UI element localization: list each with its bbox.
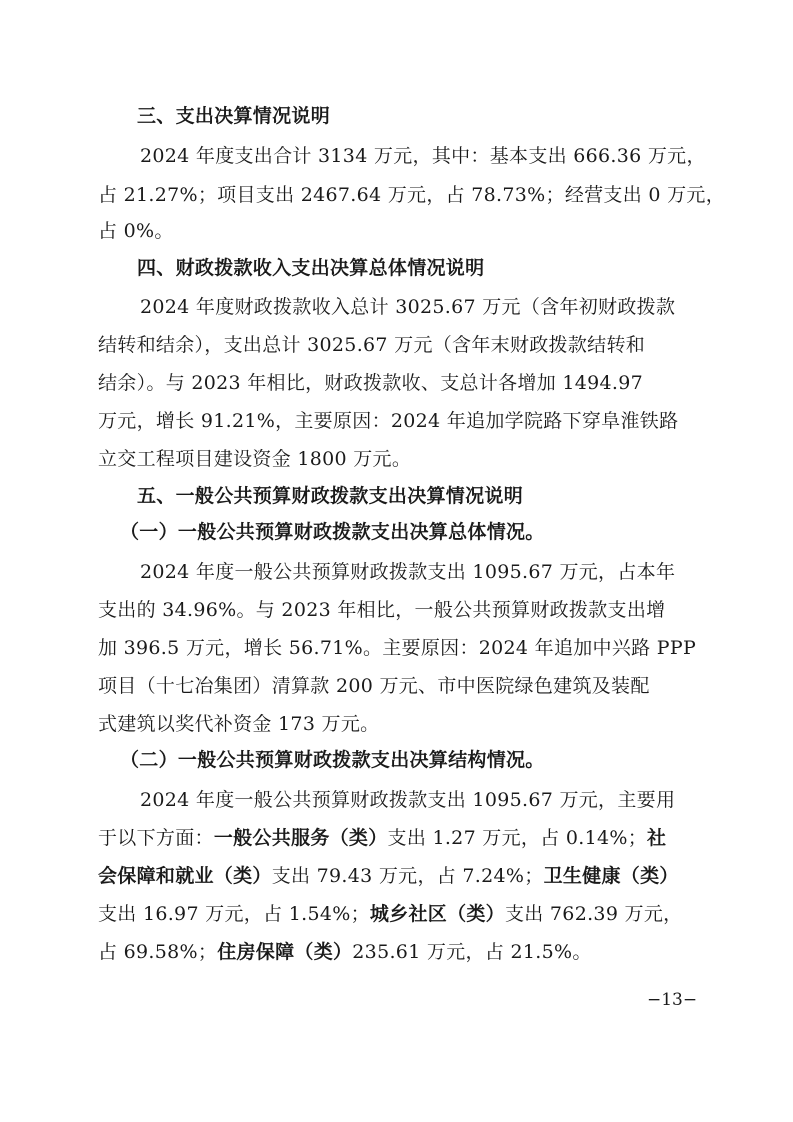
paragraph-line: 占 0%。 — [98, 220, 174, 242]
paragraph-line: 结余）。与 2023 年相比，财政拨款收、支总计各增加 1494.97 — [98, 372, 644, 394]
paragraph-line: 2024 年度财政拨款收入总计 3025.67 万元（含年初财政拨款 — [140, 296, 676, 318]
text-run: 支出 16.97 万元，占 1.54%； — [98, 903, 370, 925]
section-heading-5: 五、一般公共预算财政拨款支出决算情况说明 — [137, 485, 524, 507]
paragraph-line — [98, 940, 592, 964]
text-run: 235.61 万元，占 21.5%。 — [352, 941, 592, 963]
category-label: 城乡社区（类） — [369, 903, 505, 925]
text-run: 支出 79.43 万元，占 7.24%； — [271, 865, 544, 887]
subsection-heading-2: （二）一般公共预算财政拨款支出决算结构情况。 — [120, 749, 545, 771]
subsection-heading-1: （一）一般公共预算财政拨款支出决算总体情况。 — [120, 521, 545, 543]
paragraph-line: 占 21.27%；项目支出 2467.64 万元，占 78.73%；经营支出 0 万元， — [98, 184, 725, 206]
paragraph-line — [98, 864, 679, 888]
paragraph-line: 项目（十七冶集团）清算款 200 万元、市中医院绿色建筑及装配 — [98, 675, 650, 697]
paragraph-line — [98, 826, 666, 850]
category-label: 一般公共服务（类） — [213, 827, 388, 849]
paragraph-line: 加 396.5 万元，增长 56.71%。主要原因：2024 年追加中兴路 PPP — [98, 637, 697, 659]
text-run: 于以下方面： — [98, 827, 214, 849]
paragraph-line: 立交工程项目建设资金 1800 万元。 — [98, 448, 412, 470]
text-run: 支出 1.27 万元，占 0.14%； — [387, 827, 647, 849]
paragraph-line: 2024 年度一般公共预算财政拨款支出 1095.67 万元，主要用 — [140, 789, 676, 811]
category-label: 社 — [647, 827, 667, 849]
paragraph-line: 2024 年度一般公共预算财政拨款支出 1095.67 万元，占本年 — [140, 561, 676, 583]
section-heading-4: 四、财政拨款收入支出决算总体情况说明 — [137, 257, 485, 279]
paragraph-line: 式建筑以奖代补资金 173 万元。 — [98, 713, 380, 735]
paragraph-line: 万元，增长 91.21%，主要原因：2024 年追加学院路下穿阜淮铁路 — [98, 410, 679, 432]
category-label: 卫生健康（类） — [543, 865, 679, 887]
text-run: 占 69.58%； — [98, 941, 218, 963]
category-label: 住房保障（类） — [217, 941, 353, 963]
page-number: −13− — [647, 990, 698, 1010]
paragraph-line: 2024 年度支出合计 3134 万元，其中：基本支出 666.36 万元， — [140, 145, 706, 167]
section-heading-3: 三、支出决算情况说明 — [137, 105, 331, 127]
paragraph-line — [98, 902, 682, 926]
paragraph-line: 支出的 34.96%。与 2023 年相比，一般公共预算财政拨款支出增 — [98, 599, 666, 621]
paragraph-line: 结转和结余），支出总计 3025.67 万元（含年末财政拨款结转和 — [98, 334, 646, 356]
category-label: 会保障和就业（类） — [98, 865, 272, 887]
text-run: 支出 762.39 万元， — [504, 903, 683, 925]
